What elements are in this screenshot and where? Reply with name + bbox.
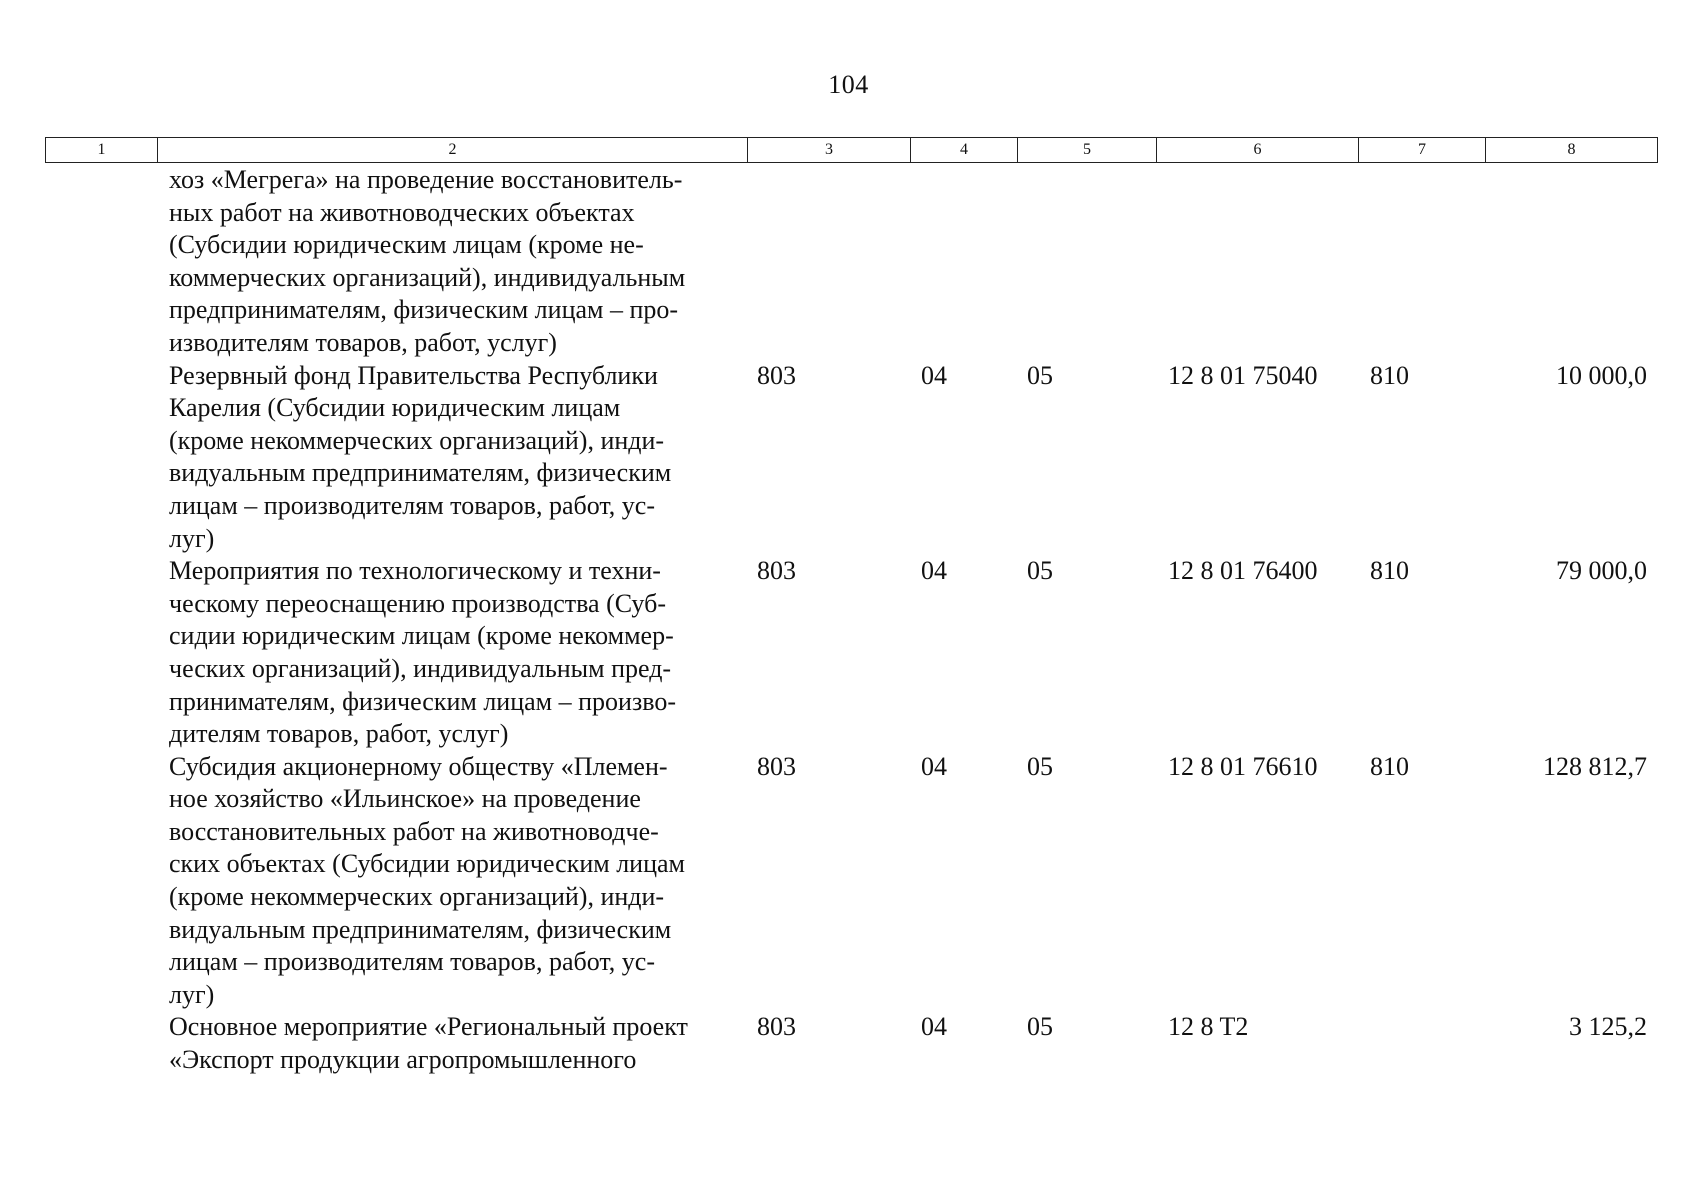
subsection-code [1017,164,1156,360]
column-header-2: 2 [158,138,748,163]
subsection-code: 05 [1027,360,1053,390]
column-header-3: 3 [748,138,911,163]
amount-value: 3 125,2 [1569,1012,1647,1042]
ministry-code: 803 [757,556,796,586]
description-line: видуальным предпринимателям, физическим [169,914,672,944]
subsection-code: 05 [1027,1012,1053,1042]
table-row [45,164,1657,360]
description-line: хоз «Мегрега» на проведение восстановитель- [169,165,683,194]
description-line: дителям товаров, работ, услуг) [169,719,509,749]
ministry-code [747,164,910,360]
column-header-6: 6 [1157,138,1359,163]
description-line: ное хозяйство «Ильинское» на проведение [169,784,641,814]
description-line: видуальным предпринимателям, физическим [169,458,672,488]
budget-table [45,164,1657,1077]
section-code: 04 [921,751,947,781]
description-line: лицам – производителям товаров, работ, ус- [169,947,655,977]
table-row [45,751,1657,1012]
description-line: луг) [169,979,215,1009]
description-line: (кроме некоммерческих организаций), инди- [169,882,665,912]
section-code: 04 [921,556,947,586]
amount-value: 128 812,7 [1543,751,1647,781]
expense-type-code [1358,164,1485,360]
description-line: Резервный фонд Правительства Республики [169,360,658,390]
expense-type-code [1358,1011,1485,1076]
column-header-5: 5 [1018,138,1157,163]
target-article-code: 12 8 T2 [1168,1012,1249,1042]
description-line: принимателям, физическим лицам – произво- [169,686,676,716]
amount-value [1485,164,1657,360]
item-description [45,1011,747,1076]
item-description [45,164,747,360]
expense-type-code: 810 [1370,360,1409,390]
description-line: изводителям товаров, работ, услуг) [169,327,557,357]
budget-table-body [45,164,1657,1077]
ministry-code: 803 [757,360,796,390]
section-code [910,164,1017,360]
description-line: ских объектах (Субсидии юридическим лицам [169,849,685,879]
description-line: Карелия (Субсидии юридическим лицам [169,393,621,423]
column-header-row [46,138,1658,163]
column-header-table [45,137,1658,163]
description-line: ных работ на животноводческих объектах [169,197,635,227]
table-row [45,1011,1657,1076]
target-article-code: 12 8 01 75040 [1168,360,1318,390]
ministry-code: 803 [757,1012,796,1042]
item-description [45,751,747,1012]
description-line: лицам – производителям товаров, работ, ус- [169,490,655,520]
expense-type-code: 810 [1370,556,1409,586]
description-line: коммерческих организаций), индивидуальным [169,262,686,292]
description-line: (кроме некоммерческих организаций), инди- [169,425,665,455]
page-number: 104 [828,70,869,99]
column-header-8: 8 [1486,138,1658,163]
column-header-1: 1 [46,138,158,163]
table-row [45,360,1657,556]
column-header-7: 7 [1359,138,1486,163]
description-line: предпринимателям, физическим лицам – про- [169,295,679,325]
target-article-code [1156,164,1358,360]
column-header-4: 4 [911,138,1018,163]
description-line: «Экспорт продукции агропромышленного [169,1045,637,1075]
section-code: 04 [921,360,947,390]
expense-type-code: 810 [1370,751,1409,781]
description-line: Субсидия акционерному обществу «Племен- [169,751,668,781]
description-line: сидии юридическим лицам (кроме некоммер- [169,621,674,651]
description-line: Основное мероприятие «Региональный проект [169,1012,688,1042]
description-line: восстановительных работ на животноводче- [169,816,659,846]
subsection-code: 05 [1027,556,1053,586]
target-article-code: 12 8 01 76400 [1168,556,1318,586]
amount-value: 10 000,0 [1556,360,1647,390]
description-line: ческих организаций), индивидуальным пред- [169,653,672,683]
amount-value: 79 000,0 [1556,556,1647,586]
description-line: луг) [169,523,215,553]
section-code: 04 [921,1012,947,1042]
ministry-code: 803 [757,751,796,781]
description-line: ческому переоснащению производства (Суб- [169,588,666,618]
description-line: Мероприятия по технологическому и техни- [169,556,661,586]
description-line: (Субсидии юридическим лицам (кроме не- [169,230,644,260]
table-row [45,555,1657,751]
item-description [45,555,747,751]
target-article-code: 12 8 01 76610 [1168,751,1318,781]
item-description [45,360,747,556]
subsection-code: 05 [1027,751,1053,781]
